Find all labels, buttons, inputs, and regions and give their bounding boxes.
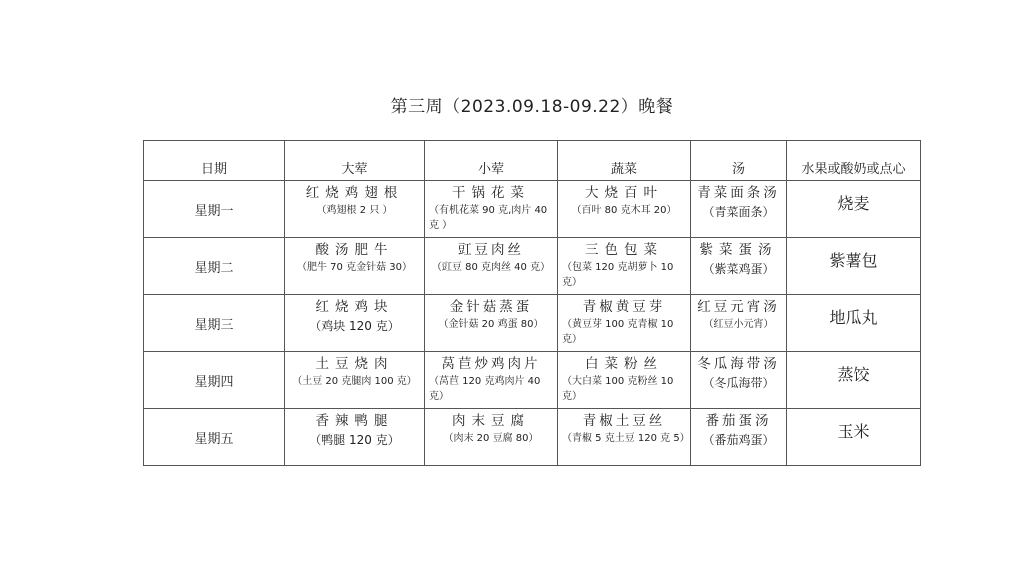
side-dish-cell xyxy=(425,181,558,238)
main-dish-cell xyxy=(285,295,425,352)
vegetable-name: 三色包菜 xyxy=(585,242,663,258)
side-dish-cell xyxy=(425,238,558,295)
vegetable-cell xyxy=(558,352,691,409)
side-dish-cell xyxy=(425,295,558,352)
main-dish-name: 酸汤肥牛 xyxy=(315,242,394,258)
main-dish-name: 香辣鸭腿 xyxy=(315,413,394,429)
vegetable-name: 青椒土豆丝 xyxy=(582,413,666,429)
side-dish-cell xyxy=(425,352,558,409)
dessert-name: 玉米 xyxy=(837,422,870,441)
soup-name: 青菜面条汤 xyxy=(697,185,780,201)
day-cell: 星期四 xyxy=(144,352,285,409)
dessert-cell xyxy=(787,238,921,295)
vegetable-cell xyxy=(558,295,691,352)
vegetable-detail: （大白菜 100 克粉丝 10 克） xyxy=(562,376,674,402)
table-row xyxy=(144,181,921,238)
table-row xyxy=(144,295,921,352)
side-dish-detail: （豇豆 80 克肉丝 40 克） xyxy=(431,262,551,273)
side-dish-name: 干锅花菜 xyxy=(452,185,530,201)
dessert-cell xyxy=(787,181,921,238)
side-dish-name: 金针菇蒸蛋 xyxy=(449,299,533,315)
dessert-name: 地瓜丸 xyxy=(829,308,878,327)
main-dish-detail: （土豆 20 克腿肉 100 克） xyxy=(292,376,417,387)
soup-cell xyxy=(691,181,787,238)
soup-name: 紫菜蛋汤 xyxy=(699,242,778,258)
side-dish-detail: （莴苣 120 克鸡肉片 40 克） xyxy=(429,376,541,402)
table-row xyxy=(144,409,921,466)
dessert-name: 紫薯包 xyxy=(829,251,878,270)
soup-name: 红豆元宵汤 xyxy=(697,299,780,315)
soup-detail: （青菜面条） xyxy=(702,205,775,219)
day-cell: 星期二 xyxy=(144,238,285,295)
vegetable-detail: （黄豆芽 100 克青椒 10 克） xyxy=(562,319,674,345)
main-dish-name: 土豆烧肉 xyxy=(315,356,394,372)
main-dish-cell xyxy=(285,409,425,466)
vegetable-cell xyxy=(558,409,691,466)
header-dessert: 水果或酸奶或点心 xyxy=(787,141,921,181)
main-dish-detail: （肥牛 70 克金针菇 30） xyxy=(297,262,412,273)
vegetable-detail: （包菜 120 克胡萝卜 10 克） xyxy=(562,262,674,288)
day-cell: 星期三 xyxy=(144,295,285,352)
soup-name: 冬瓜海带汤 xyxy=(697,356,780,372)
main-dish-detail: （鸭腿 120 克） xyxy=(309,433,400,447)
soup-detail: （红豆小元宵） xyxy=(703,319,774,330)
dessert-name: 烧麦 xyxy=(837,194,870,213)
soup-name: 番茄蛋汤 xyxy=(705,413,772,429)
main-dish-name: 红烧鸡翅根 xyxy=(305,185,404,201)
vegetable-name: 大烧百叶 xyxy=(585,185,663,201)
table-row xyxy=(144,352,921,409)
soup-cell xyxy=(691,409,787,466)
header-vegetable: 蔬菜 xyxy=(558,141,691,181)
dessert-cell xyxy=(787,352,921,409)
dessert-cell xyxy=(787,409,921,466)
main-dish-detail: （鸡翅根 2 只 ） xyxy=(316,205,393,216)
soup-detail: （冬瓜海带） xyxy=(702,376,775,390)
vegetable-cell xyxy=(558,181,691,238)
header-main-meat: 大荤 xyxy=(285,141,425,181)
day-cell: 星期一 xyxy=(144,181,285,238)
vegetable-detail: （青椒 5 克土豆 120 克 5） xyxy=(562,433,690,444)
menu-table xyxy=(143,140,921,466)
soup-detail: （紫菜鸡蛋） xyxy=(702,262,775,276)
side-dish-detail: （金针菇 20 鸡蛋 80） xyxy=(438,319,544,330)
day-cell: 星期五 xyxy=(144,409,285,466)
header-date: 日期 xyxy=(144,141,285,181)
header-row xyxy=(144,141,921,181)
dessert-cell xyxy=(787,295,921,352)
page-title: 第三周（2023.09.18-09.22）晚餐 xyxy=(390,97,674,117)
soup-detail: （番茄鸡蛋） xyxy=(702,433,775,447)
side-dish-detail: （有机花菜 90 克,肉片 40 克 ） xyxy=(429,205,548,231)
main-dish-cell xyxy=(285,181,425,238)
main-dish-name: 红烧鸡块 xyxy=(315,299,394,315)
vegetable-name: 青椒黄豆芽 xyxy=(582,299,666,315)
vegetable-cell xyxy=(558,238,691,295)
side-dish-detail: （肉末 20 豆腐 80） xyxy=(443,433,539,444)
side-dish-name: 莴苣炒鸡肉片 xyxy=(441,356,541,372)
table-row xyxy=(144,238,921,295)
soup-cell xyxy=(691,352,787,409)
main-dish-cell xyxy=(285,352,425,409)
soup-cell xyxy=(691,238,787,295)
side-dish-name: 肉末豆腐 xyxy=(452,413,530,429)
dessert-name: 蒸饺 xyxy=(837,365,870,384)
side-dish-cell xyxy=(425,409,558,466)
side-dish-name: 豇豆肉丝 xyxy=(458,242,524,258)
vegetable-detail: （百叶 80 克木耳 20） xyxy=(571,205,677,216)
soup-cell xyxy=(691,295,787,352)
vegetable-name: 白菜粉丝 xyxy=(585,356,663,372)
header-soup: 汤 xyxy=(691,141,787,181)
main-dish-cell xyxy=(285,238,425,295)
header-side-meat: 小荤 xyxy=(425,141,558,181)
main-dish-detail: （鸡块 120 克） xyxy=(309,319,400,333)
